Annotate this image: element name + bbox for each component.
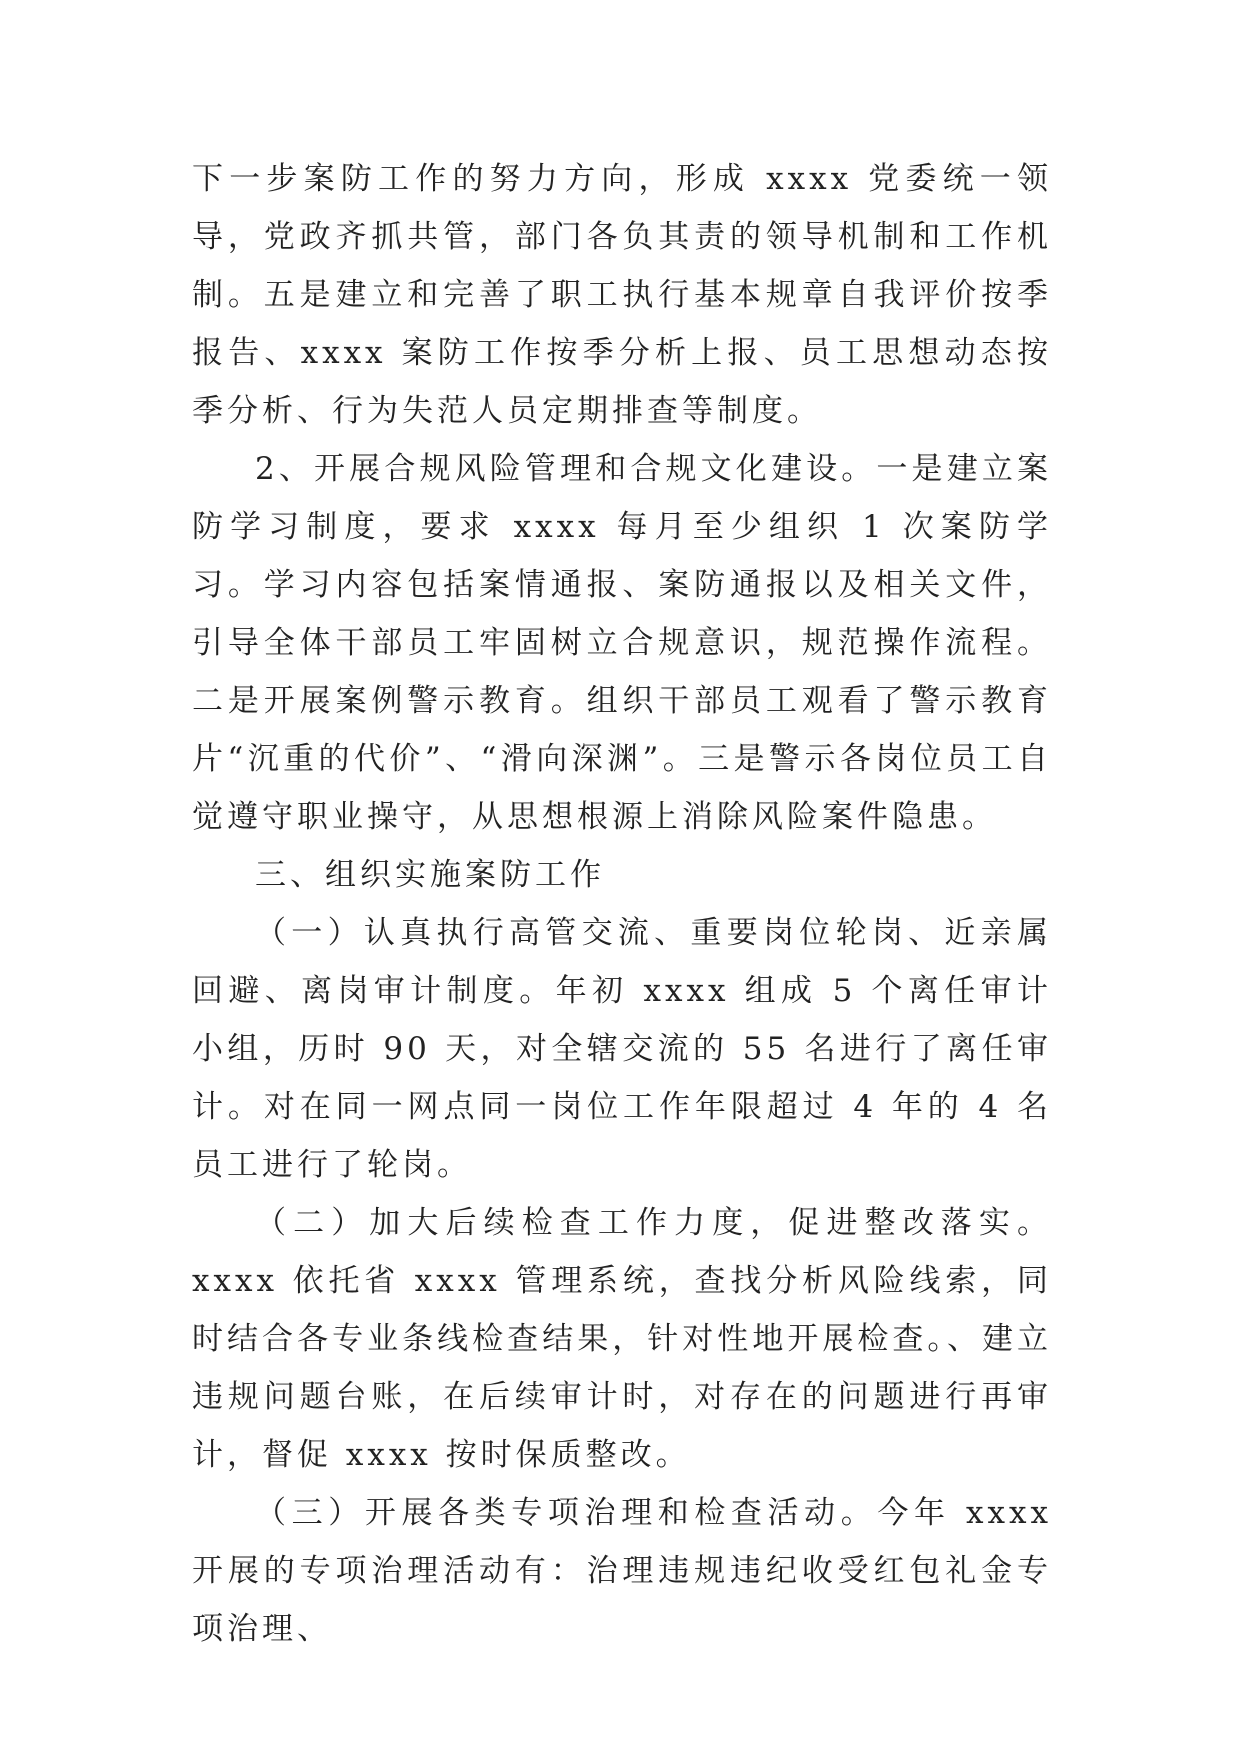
paragraph-continuation: 下一步案防工作的努力方向，形成 xxxx 党委统一领导，党政齐抓共管，部门各负其责的领导机制和工作机制。五是建立和完善了职工执行基本规章自我评价按季报告、xxxx 案防工作按季分析上报、员工思想动态按季分析、行为失范人员定期排查等制度。 (192, 161, 1052, 429)
paragraph-rotation-audit: （一）认真执行高管交流、重要岗位轮岗、近亲属回避、离岗审计制度。年初 xxxx 组成 5 个离任审计小组，历时 90 天，对全辖交流的 55 名进行了离任审计。对在同一网点同一岗位工作年限超过 4 年的 4 名员工进行了轮岗。 (192, 915, 1052, 1183)
paragraph-special-governance: （三）开展各类专项治理和检查活动。今年 xxxx 开展的专项治理活动有：治理违规违纪收受红包礼金专项治理、 (192, 1495, 1052, 1647)
document-page (192, 150, 1052, 1658)
paragraph-compliance-culture: 2、开展合规风险管理和合规文化建设。一是建立案防学习制度，要求 xxxx 每月至少组织 1 次案防学习。学习内容包括案情通报、案防通报以及相关文件，引导全体干部员工牢固树立合规意识，规范操作流程。二是开展案例警示教育。组织干部员工观看了警示教育片“沉重的代价”、“滑向深渊”。三是警示各岗位员工自觉遵守职业操守，从思想根源上消除风险案件隐患。 (192, 451, 1052, 835)
paragraph-follow-up-inspection: （二）加大后续检查工作力度，促进整改落实。xxxx 依托省 xxxx 管理系统，查找分析风险线索，同时结合各专业条线检查结果，针对性地开展检查。、建立违规问题台账，在后续审计时，对存在的问题进行再审计，督促 xxxx 按时保质整改。 (192, 1205, 1052, 1473)
section-heading: 三、组织实施案防工作 (255, 857, 605, 893)
